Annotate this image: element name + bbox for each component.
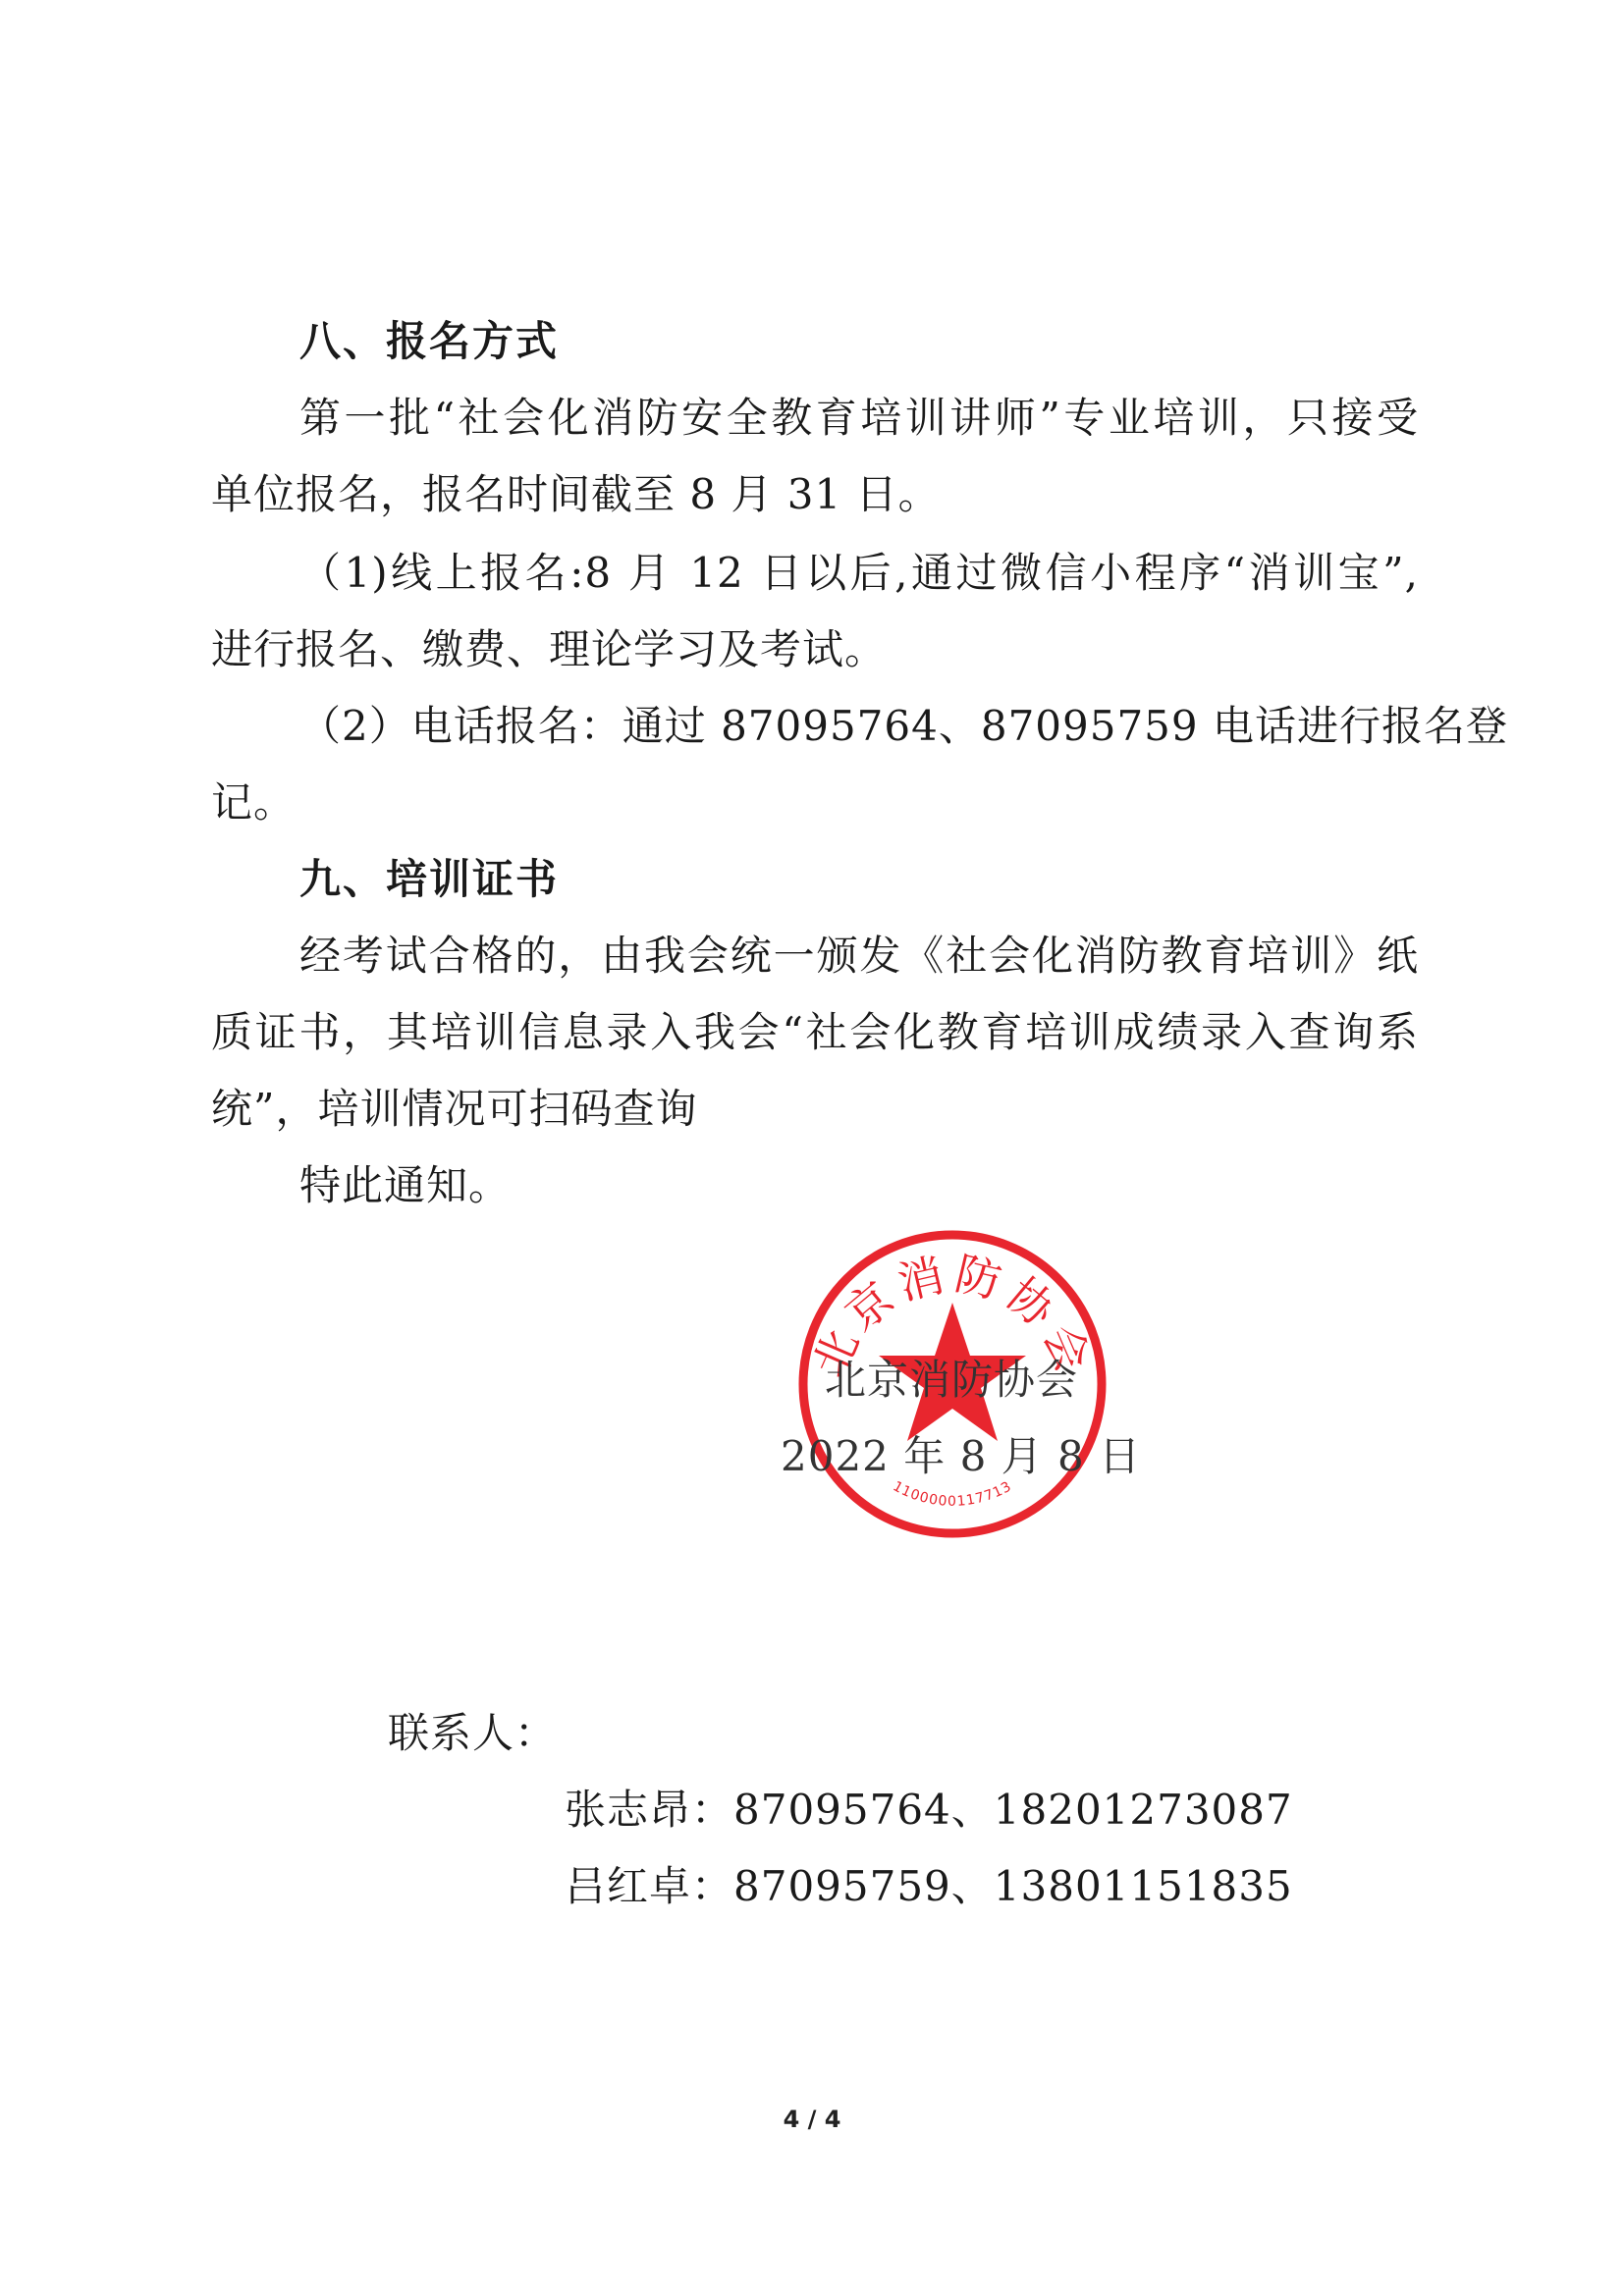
- seal-arc-text: 北京消防协会: [802, 1247, 1103, 1385]
- page-number: 4 / 4: [783, 2106, 841, 2133]
- section8-para1-line2: 单位报名，报名时间截至 8 月 31 日。: [211, 470, 941, 518]
- signature-date: 2022 年 8 月 8 日: [781, 1432, 1142, 1480]
- contacts-label: 联系人：: [388, 1709, 558, 1757]
- section8-item2-line2: 记。: [211, 778, 297, 827]
- section9-para-line1: 经考试合格的，由我会统一颁发《社会化消防教育培训》纸: [299, 932, 1419, 980]
- closing-text: 特此通知。: [299, 1161, 512, 1209]
- contact-item-1: 张志昂：87095764、18201273087: [565, 1786, 1293, 1834]
- section8-heading: 八、报名方式: [299, 317, 560, 365]
- contact-item-2: 吕红卓：87095759、13801151835: [565, 1862, 1293, 1910]
- section8-item2-line1: （2）电话报名：通过 87095764、87095759 电话进行报名登: [299, 702, 1508, 750]
- section8-para1-line1: 第一批“社会化消防安全教育培训讲师”专业培训，只接受: [299, 394, 1419, 442]
- section8-item1-line1: （1)线上报名:8 月 12 日以后,通过微信小程序“消训宝”,: [299, 549, 1419, 597]
- section9-para-line3: 统”，培训情况可扫码查询: [211, 1085, 698, 1133]
- signature-org: 北京消防协会: [825, 1356, 1079, 1404]
- section9-heading: 九、培训证书: [299, 855, 560, 903]
- section8-item1-line2: 进行报名、缴费、理论学习及考试。: [211, 625, 888, 673]
- section9-para-line2: 质证书，其培训信息录入我会“社会化教育培训成绩录入查询系: [211, 1008, 1419, 1056]
- seal-number: 1100000117713: [890, 1478, 1015, 1510]
